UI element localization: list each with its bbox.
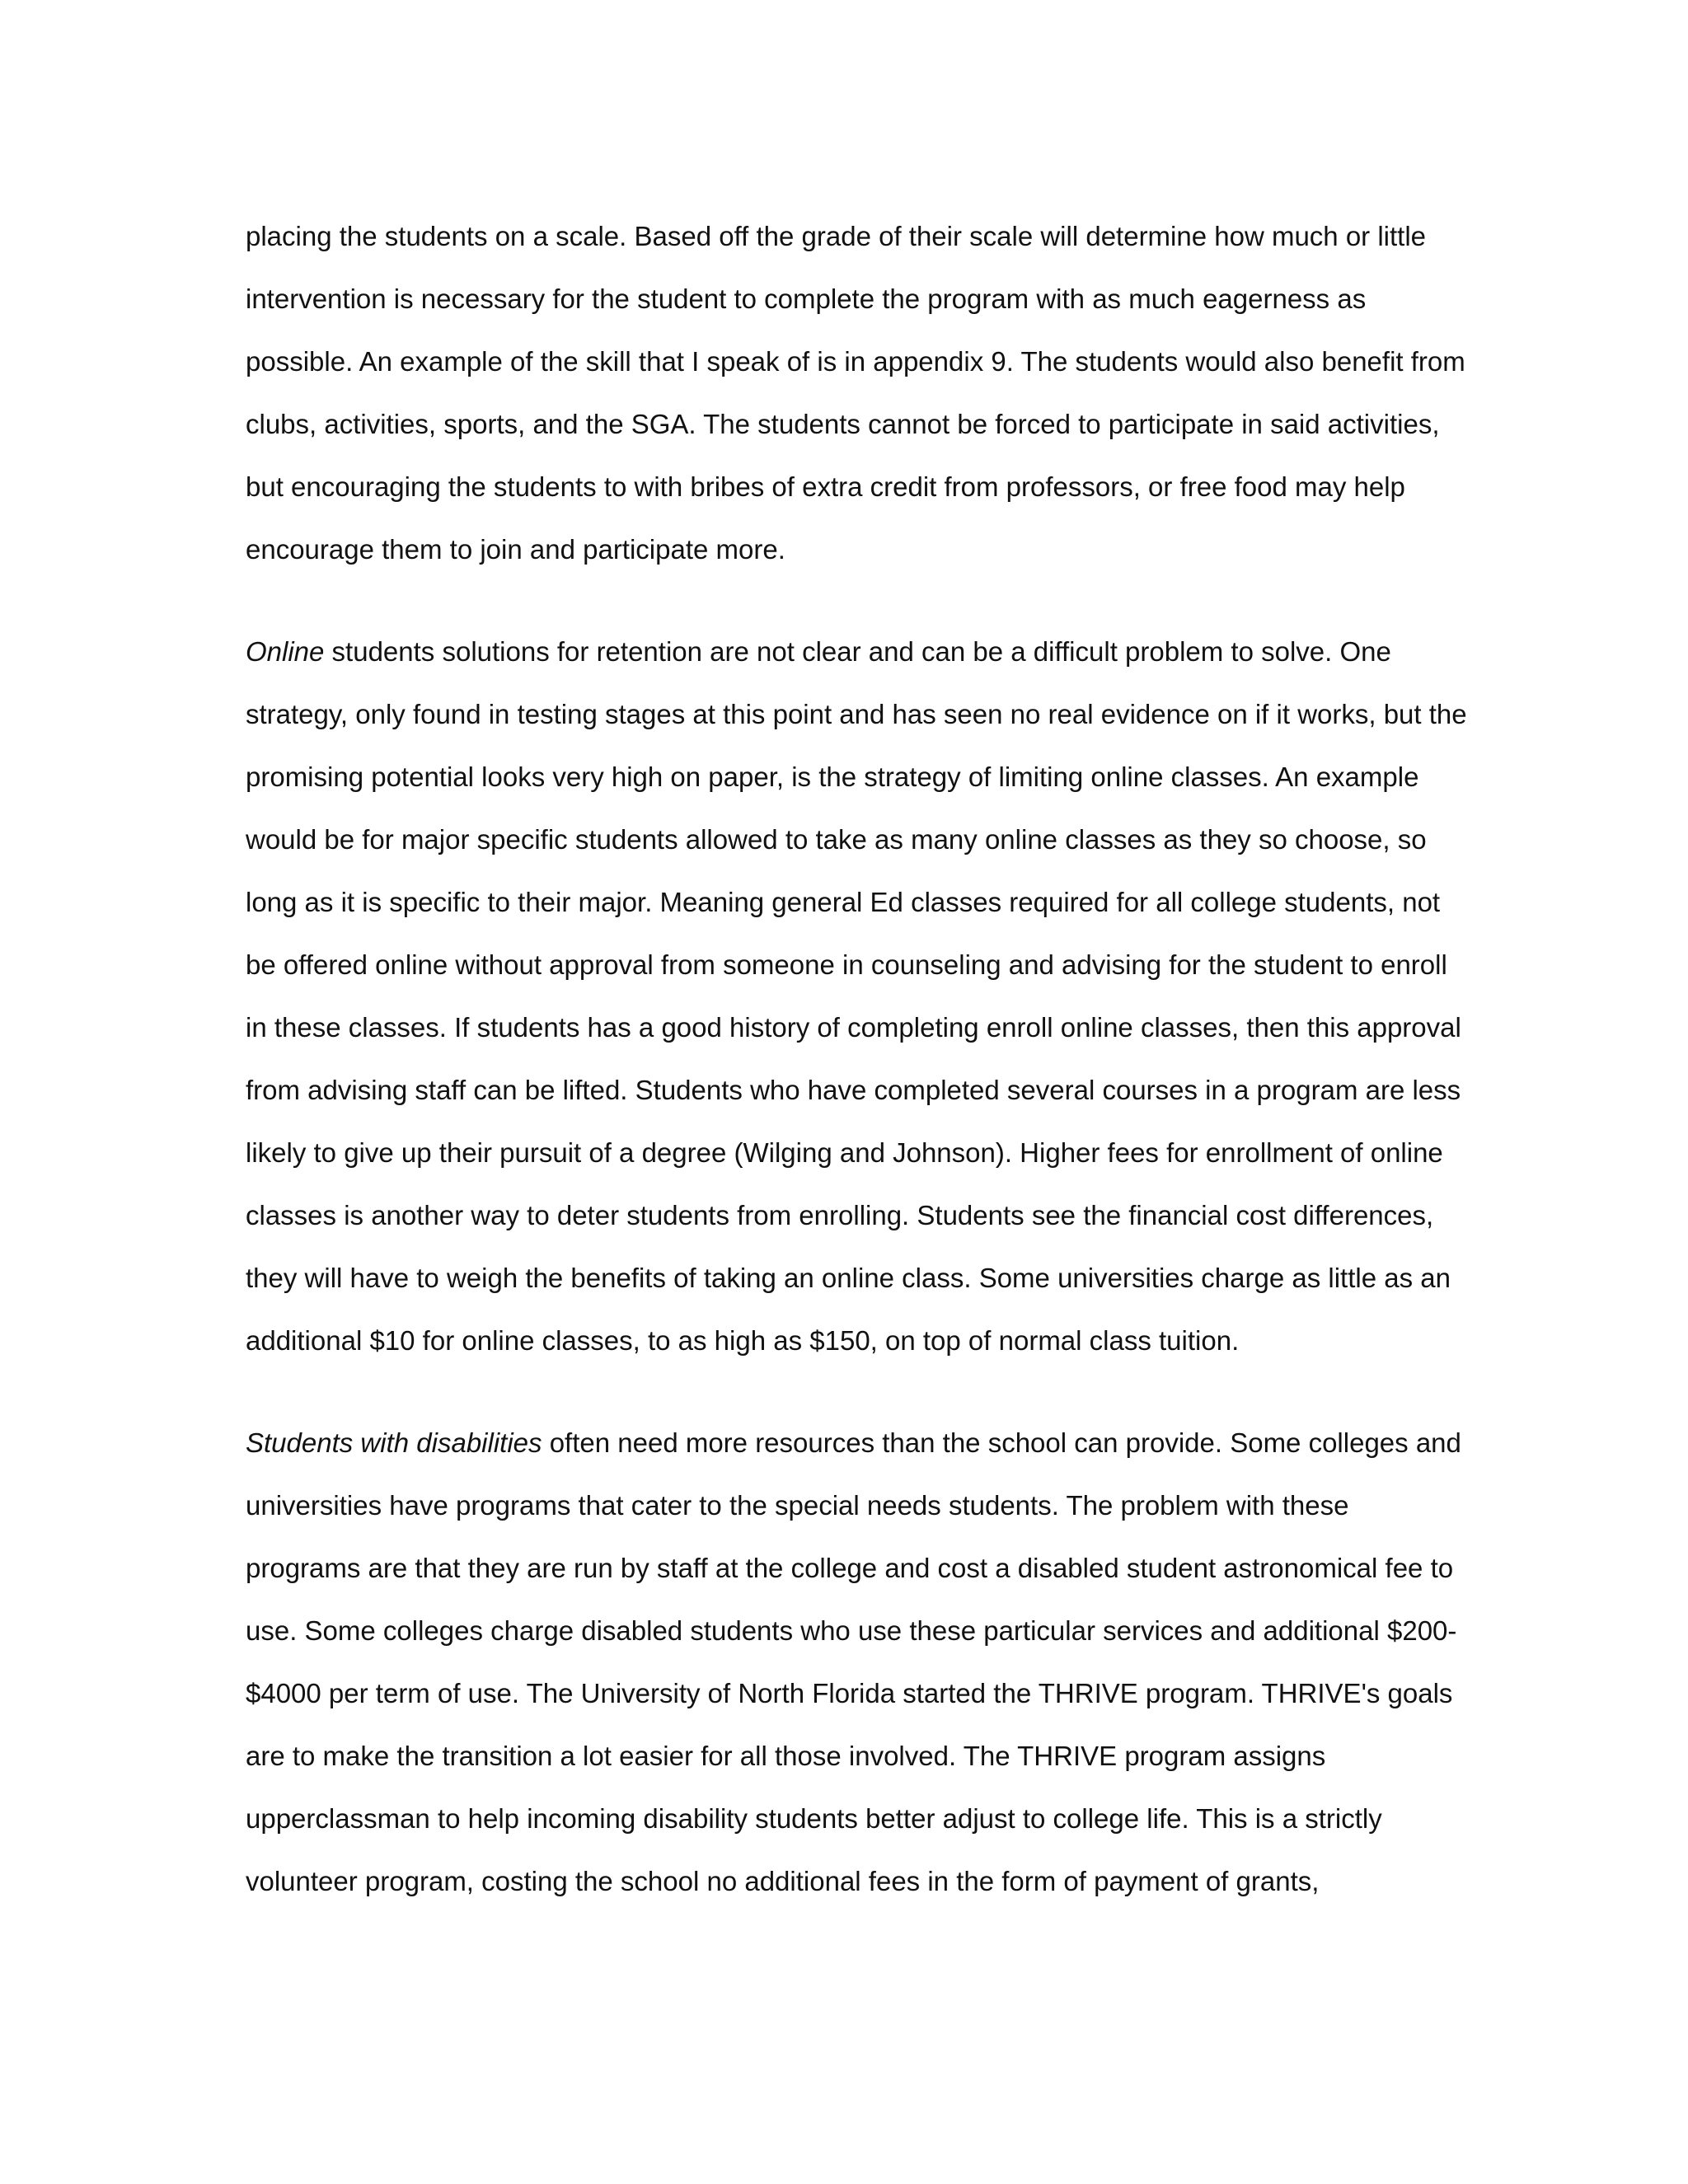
text-line: they will have to weigh the benefits of taking an online class. Some universities charge as little as an <box>246 1263 1451 1293</box>
text-line: be offered online without approval from someone in counseling and advising for the student to enroll <box>246 949 1447 980</box>
line-text: often need more resources than the school can provide. Some colleges and <box>542 1427 1461 1458</box>
text-line: intervention is necessary for the student to complete the program with as much eagerness as <box>246 284 1367 314</box>
text-line: would be for major specific students allowed to take as many online classes as they so choose, so <box>246 824 1427 855</box>
text-line <box>246 631 1482 694</box>
paragraph-1 <box>246 216 1482 592</box>
text-line: placing the students on a scale. Based off the grade of their scale will determine how much or little <box>246 221 1427 251</box>
paragraph-3 <box>246 1422 1482 1924</box>
text-line: possible. An example of the skill that I speak of is in appendix 9. The students would also benefit from <box>246 346 1465 377</box>
italic-lead: Students with disabilities <box>246 1427 542 1458</box>
text-line: encourage them to join and participate more. <box>246 534 785 565</box>
text-line: $4000 per term of use. The University of North Florida started the THRIVE program. THRIVE's goals <box>246 1678 1453 1708</box>
paragraph-spacer <box>246 1383 1482 1422</box>
text-line <box>246 1422 1482 1485</box>
text-line: but encouraging the students to with bribes of extra credit from professors, or free food may help <box>246 471 1405 502</box>
text-line: strategy, only found in testing stages at this point and has seen no real evidence on if it works, but the <box>246 699 1467 729</box>
paragraph-spacer <box>246 592 1482 631</box>
text-line: likely to give up their pursuit of a degree (Wilging and Johnson). Higher fees for enrollment of online <box>246 1137 1443 1168</box>
text-line: programs are that they are run by staff at the college and cost a disabled student astronomical fee to <box>246 1553 1454 1583</box>
text-line: are to make the transition a lot easier for all those involved. The THRIVE program assigns <box>246 1741 1326 1771</box>
text-line: promising potential looks very high on paper, is the strategy of limiting online classes. An example <box>246 762 1419 792</box>
text-line: use. Some colleges charge disabled students who use these particular services and additional $200- <box>246 1615 1457 1646</box>
text-line: additional $10 for online classes, to as high as $150, on top of normal class tuition. <box>246 1325 1240 1356</box>
line-text: students solutions for retention are not clear and can be a difficult problem to solve. One <box>324 636 1391 667</box>
text-line: long as it is specific to their major. Meaning general Ed classes required for all college students, not <box>246 887 1441 917</box>
italic-lead: Online <box>246 636 325 667</box>
document-body <box>246 216 1482 1924</box>
paragraph-2 <box>246 631 1482 1383</box>
text-line: clubs, activities, sports, and the SGA. The students cannot be forced to participate in said activities, <box>246 409 1440 439</box>
text-line: in these classes. If students has a good history of completing enroll online classes, then this approval <box>246 1012 1461 1043</box>
text-line: upperclassman to help incoming disability students better adjust to college life. This is a strictly <box>246 1803 1382 1834</box>
text-line: universities have programs that cater to the special needs students. The problem with these <box>246 1490 1349 1521</box>
text-line: classes is another way to deter students from enrolling. Students see the financial cost differences, <box>246 1200 1434 1230</box>
text-line: from advising staff can be lifted. Students who have completed several courses in a program are less <box>246 1075 1461 1105</box>
text-line: volunteer program, costing the school no additional fees in the form of payment of grants, <box>246 1866 1320 1896</box>
